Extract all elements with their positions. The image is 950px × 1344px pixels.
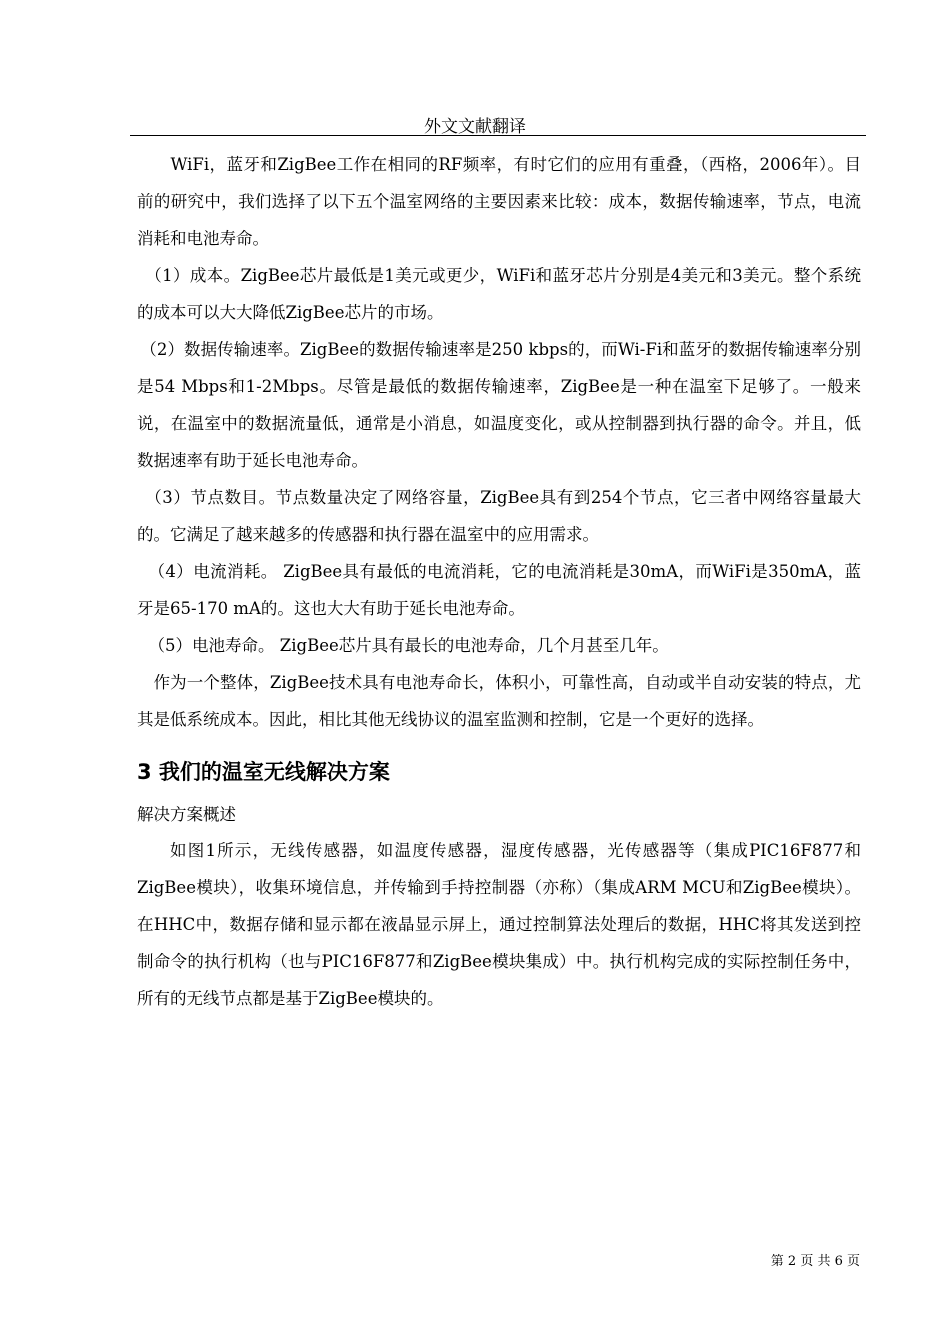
- document-body: [137, 146, 861, 1017]
- paragraph-battery-life: （5）电池寿命。 ZigBee芯片具有最长的电池寿命，几个月甚至几年。: [148, 636, 669, 655]
- paragraph-cost: （1）成本。ZigBee芯片最低是1美元或更少，WiFi和蓝牙芯片分别是4美元和3美元。整个系统的成本可以大大降低ZigBee芯片的市场。: [137, 266, 861, 322]
- header-divider: [130, 135, 866, 136]
- paragraph-solution-overview: 如图1所示，无线传感器，如温度传感器，湿度传感器，光传感器等（集成PIC16F877和ZigBee模块），收集环境信息，并传输到手持控制器（亦称）（集成ARM MCU和ZigBee模块）。在HHC中，数据存储和显示都在液晶显示屏上，通过控制算法处理后的数据，HHC将其发送到控制命令的执行机构（也与PIC16F877和ZigBee模块集成）中。执行机构完成的实际控制任务中，所有的无线节点都是基于ZigBee模块的。: [137, 841, 861, 1008]
- paragraph-node-count: （3）节点数目。节点数量决定了网络容量，ZigBee具有到254个节点，它三者中网络容量最大的。它满足了越来越多的传感器和执行器在温室中的应用需求。: [137, 488, 861, 544]
- paragraph-intro: WiFi，蓝牙和ZigBee工作在相同的RF频率，有时它们的应用有重叠，（西格，2006年）。目前的研究中，我们选择了以下五个温室网络的主要因素来比较：成本，数据传输速率，节点，电流消耗和电池寿命。: [137, 155, 861, 248]
- page-number: 第 2 页 共 6 页: [770, 1254, 860, 1269]
- section-heading: 3 我们的温室无线解决方案: [137, 760, 390, 784]
- paragraph-summary: 作为一个整体，ZigBee技术具有电池寿命长，体积小，可靠性高，自动或半自动安装的特点，尤其是低系统成本。因此，相比其他无线协议的温室监测和控制，它是一个更好的选择。: [137, 673, 861, 729]
- paragraph-data-rate: （2）数据传输速率。ZigBee的数据传输速率是250 kbps的，而Wi-Fi和蓝牙的数据传输速率分别是54 Mbps和1-2Mbps。尽管是最低的数据传输速率，ZigBee是一种在温室下足够了。一般来说，在温室中的数据流量低，通常是小消息，如温度变化，或从控制器到执行器的命令。并且，低数据速率有助于延长电池寿命。: [137, 340, 861, 470]
- paragraph-current-consumption: （4）电流消耗。 ZigBee具有最低的电流消耗，它的电流消耗是30mA，而WiFi是350mA，蓝牙是65-170 mA的。这也大大有助于延长电池寿命。: [137, 562, 861, 618]
- page-header-title: 外文文献翻译: [424, 117, 526, 137]
- section-subheading: 解决方案概述: [137, 805, 236, 824]
